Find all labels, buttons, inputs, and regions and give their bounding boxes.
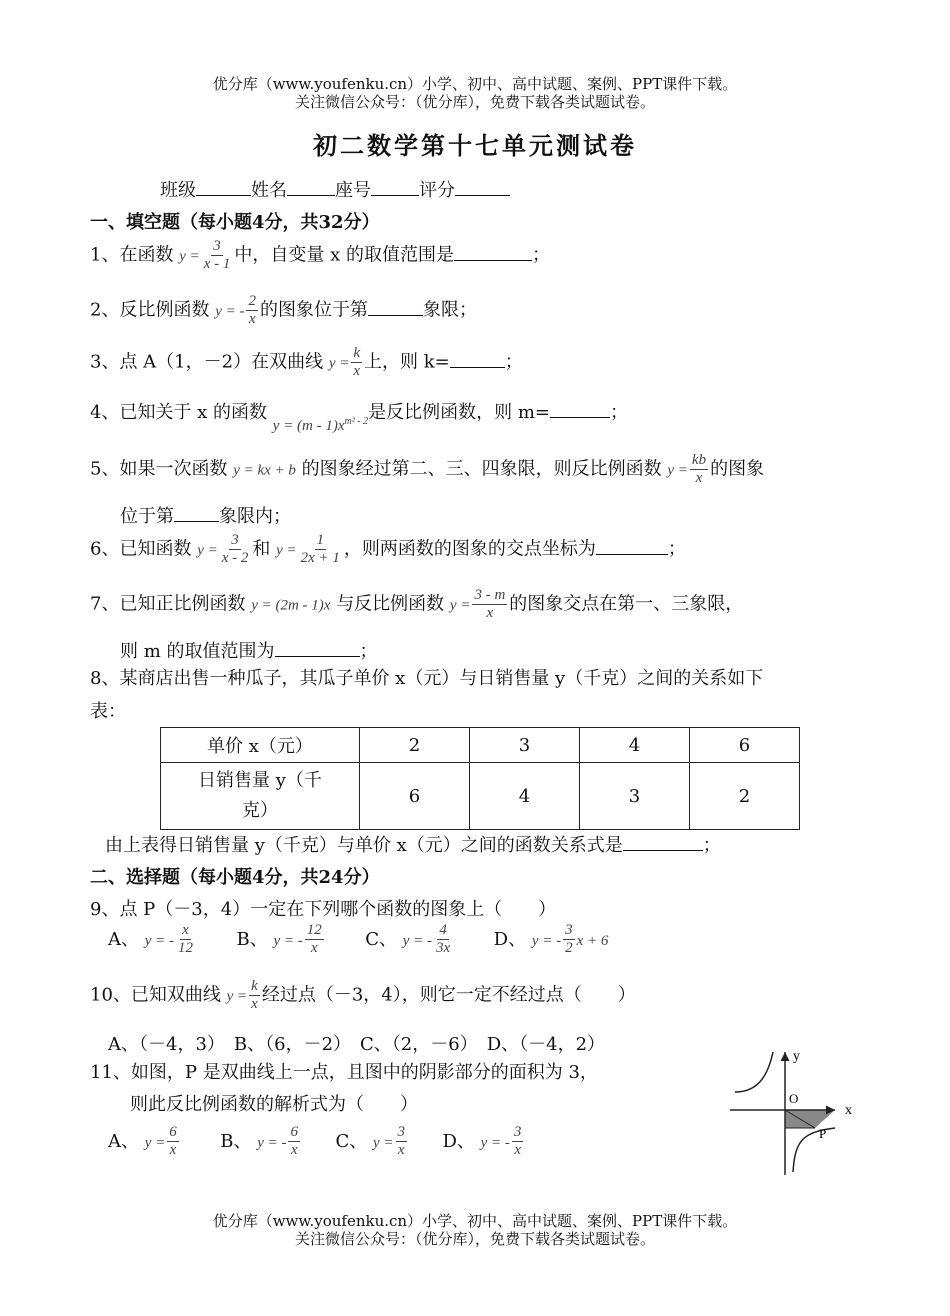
q5-fraction [690,452,708,487]
q1-num: 3 [213,238,221,254]
q5-text-c: 的图象 [710,458,765,480]
q4-answer-blank[interactable] [550,401,610,418]
score-blank[interactable] [455,179,510,196]
seat-blank[interactable] [371,179,419,196]
q9-c-label: C、 [365,928,397,950]
hyperbola-branch-upper [735,1052,773,1092]
q6-fraction-2 [299,532,342,567]
table-cell: 3 [470,728,580,763]
q1-lhs: y = [179,248,200,265]
q11-a-label: A、 [108,1130,139,1152]
footer-line-2: 关注微信公众号：（优分库），免费下载各类试题试卷。 [294,1230,655,1248]
q1-answer-blank[interactable] [454,244,532,261]
question-8-cont: 表： [90,701,126,722]
q6-den-1: x - 2 [221,550,249,566]
q8-end: ； [702,835,721,856]
question-8-conclusion [105,831,721,857]
q2-fraction [246,293,258,328]
q9-c-den: 3x [436,940,451,956]
class-label: 班级 [160,180,196,201]
question-2 [90,293,477,328]
q11-option-a[interactable] [108,1124,181,1158]
q6-lhs-2: y = [276,542,297,559]
origin-label: O [789,1091,799,1106]
q7-text-c: 的图象交点在第一、三象限， [509,593,744,615]
question-1 [90,238,550,273]
section2-title: 二、选择题（每小题4分，共24分） [90,867,380,888]
q9-d-tail: x + 6 [576,932,609,949]
question-11: 11、如图，P 是双曲线上一点，且图中的阴影部分的面积为 3， [90,1062,598,1083]
q6-text-b: ，则两函数的图象的交点坐标为 [343,538,596,560]
question-3 [90,345,523,380]
q5-lhs: y = [667,462,688,479]
q10-den: x [251,996,258,1012]
score-label: 评分 [419,180,455,201]
q4-text-a: 4、已知关于 x 的函数 [90,402,268,423]
q2-den: x [248,311,256,327]
q11-c-label: C、 [335,1130,368,1152]
q4-expression [273,418,368,434]
q6-text-a: 6、已知函数 [90,538,192,560]
point-p-label: P [819,1126,827,1141]
student-info [160,176,510,202]
q1-den: x - 1 [203,256,231,272]
q3-den: x [353,363,361,379]
q3-answer-blank[interactable] [450,351,505,368]
q10-text-b: 经过点（－3，4），则它一定不经过点（ ） [261,984,636,1006]
q11-c-fraction [396,1124,408,1159]
q1-text-b: 中，自变量 x 的取值范围是 [234,244,454,266]
q9-a-num: x [182,922,189,938]
table-row [161,728,800,763]
q3-fraction [351,345,362,380]
q7-expr: y = (2m - 1)x [251,597,331,614]
q11-a-num: 6 [169,1124,177,1140]
q6-end: ； [667,538,686,560]
q9-b-den: x [310,940,318,956]
question-6 [90,532,686,567]
question-11-options [108,1124,525,1159]
q9-b-label: B、 [236,928,268,950]
q9-a-den: 12 [178,940,194,956]
q2-text-b: 的图象位于第 [259,299,368,321]
q5-num: kb [691,452,707,468]
q4-expr: y = (m - 1)x [272,418,345,434]
table-cell: 6 [690,728,800,763]
q7-end: ； [359,641,378,662]
q11-a-fraction [167,1124,179,1159]
table-cell: 4 [580,728,690,763]
sales-label-line-2: 克） [242,800,278,821]
q11-c-num: 3 [397,1124,405,1140]
q9-c-num: 4 [439,922,447,938]
q11-c-den: x [397,1142,405,1158]
q11-option-c[interactable] [335,1124,409,1158]
q7-text-d: 则 m 的取值范围为 [120,641,275,662]
table-cell: 2 [690,763,800,830]
x-axis-label: x [845,1103,852,1118]
question-4 [90,398,628,434]
q3-lhs: y = [328,355,350,372]
q9-a-lhs: y = - [144,932,175,949]
q5-answer-blank[interactable] [174,505,219,522]
q9-option-a[interactable] [108,922,197,956]
q5-text-e: 象限内； [219,506,291,527]
q9-d-num: 3 [565,922,573,938]
question-11-cont: 则此反比例函数的解析式为（ ） [130,1094,418,1115]
q1-text-a: 1、在函数 [90,244,174,266]
q9-option-c[interactable] [365,922,454,956]
q7-lhs: y = [449,597,471,614]
table-cell: 6 [360,763,470,830]
q6-fraction-1 [220,532,251,567]
q9-option-b[interactable] [236,922,325,956]
table-row [161,763,800,830]
q4-end: ； [609,402,628,423]
question-5-cont [120,502,291,528]
q11-b-fraction [288,1124,300,1159]
q9-c-lhs: y = - [402,932,432,949]
q9-d-den: 2 [565,940,573,956]
question-8: 8、某商店出售一种瓜子，其瓜子单价 x（元）与日销售量 y（千克）之间的关系如下 [90,668,764,689]
q3-num: k [353,345,361,361]
q11-option-b[interactable] [220,1124,302,1158]
q9-d-lhs: y = - [531,932,562,949]
question-9: 9、点 P（－3，4）一定在下列哪个函数的图象上（ ） [90,899,557,920]
q7-num: 3 - m [474,587,506,603]
q10-lhs: y = [226,988,248,1005]
section1-title: 一、填空题（每小题4分，共32分） [90,212,380,233]
hyperbola-figure [725,1040,865,1180]
q9-b-num: 12 [306,922,322,938]
page-title: 初二数学第十七单元测试卷 [313,131,637,160]
header-line-2: 关注微信公众号：（优分库），免费下载各类试题试卷。 [294,93,655,111]
name-blank[interactable] [287,179,335,196]
seat-label: 座号 [335,180,371,201]
q7-den: x [486,605,494,621]
q2-answer-blank[interactable] [368,299,423,316]
table-cell: 4 [470,763,580,830]
q6-den-2: 2x + 1 [300,550,340,566]
q9-a-fraction [176,922,195,957]
question-9-options [108,922,608,957]
question-10 [90,978,636,1013]
table-header-sales [161,763,360,830]
table-cell: 2 [360,728,470,763]
q8-answer-blank[interactable] [623,834,703,851]
q11-b-lhs: y = - [257,1134,287,1151]
q7-text-b: 与反比例函数 [336,593,445,615]
question-5 [90,452,764,487]
question-7 [90,587,743,622]
q3-text-a: 3、点 A（1，－2）在双曲线 [90,351,324,373]
q11-b-label: B、 [220,1130,252,1152]
q6-num-1: 3 [231,532,239,548]
q9-b-fraction [305,922,324,957]
q2-lhs: y = - [215,303,245,320]
q9-d-label: D、 [493,928,527,950]
q2-text-a: 2、反比例函数 [90,299,210,321]
q4-text-b: 是反比例函数，则 m= [368,402,550,423]
q11-d-fraction [512,1124,524,1159]
hyperbola-branch-lower [793,1128,835,1172]
header-line-1: 优分库（www.youfenku.cn）小学、初中、高中试题、案例、PPT课件下载。 [212,75,738,93]
q11-option-d[interactable] [442,1124,525,1158]
q11-b-num: 6 [290,1124,298,1140]
q6-answer-blank[interactable] [596,538,668,555]
q11-a-lhs: y = [144,1134,166,1151]
q9-option-d[interactable] [493,922,609,956]
q10-num: k [251,978,258,994]
q11-d-label: D、 [442,1130,475,1152]
q11-a-den: x [169,1142,177,1158]
q11-b-den: x [290,1142,298,1158]
q11-d-lhs: y = - [480,1134,510,1151]
q3-end: ； [504,351,523,373]
name-label: 姓名 [251,180,287,201]
q7-fraction [472,587,507,622]
q5-text-d: 位于第 [120,506,174,527]
class-blank[interactable] [196,179,251,196]
q11-d-num: 3 [513,1124,522,1140]
q5-expr: y = kx + b [233,462,296,479]
question-7-cont [120,637,378,663]
question-10-options: A、（－4，3） B、（6，－2） C、（2，－6） D、（－4，2） [108,1034,606,1055]
q11-d-den: x [514,1142,521,1158]
q5-text-a: 5、如果一次函数 [90,458,228,480]
q5-text-b: 的图象经过第二、三、四象限，则反比例函数 [301,458,662,480]
q5-den: x [695,470,703,486]
table-header-price: 单价 x（元） [161,728,360,763]
q2-text-c: 象限； [422,299,477,321]
q9-b-lhs: y = - [273,932,303,949]
q1-end: ； [531,244,550,266]
q7-answer-blank[interactable] [275,640,360,657]
q10-text-a: 10、已知双曲线 [90,984,221,1006]
q1-fraction [202,238,233,273]
q8-text-c: 由上表得日销售量 y（千克）与单价 x（元）之间的函数关系式是 [105,835,623,856]
q2-num: 2 [248,293,256,309]
q7-text-a: 7、已知正比例函数 [90,593,246,615]
table-cell: 3 [580,763,690,830]
q9-a-label: A、 [108,928,139,950]
q10-fraction [249,978,260,1013]
q9-c-fraction [434,922,452,957]
q11-c-lhs: y = [372,1134,394,1151]
q9-d-fraction [563,922,575,957]
q3-text-b: 上，则 k= [364,351,450,373]
q6-and: 和 [252,538,271,560]
q4-exponent: m² - 2 [344,416,369,427]
footer-line-1: 优分库（www.youfenku.cn）小学、初中、高中试题、案例、PPT课件下载。 [212,1212,738,1230]
q6-lhs-1: y = [197,542,218,559]
sales-label-line-1: 日销售量 y（千 [198,770,322,791]
y-axis-label: y [793,1049,800,1064]
price-sales-table [160,727,800,830]
q6-num-2: 1 [316,532,325,548]
